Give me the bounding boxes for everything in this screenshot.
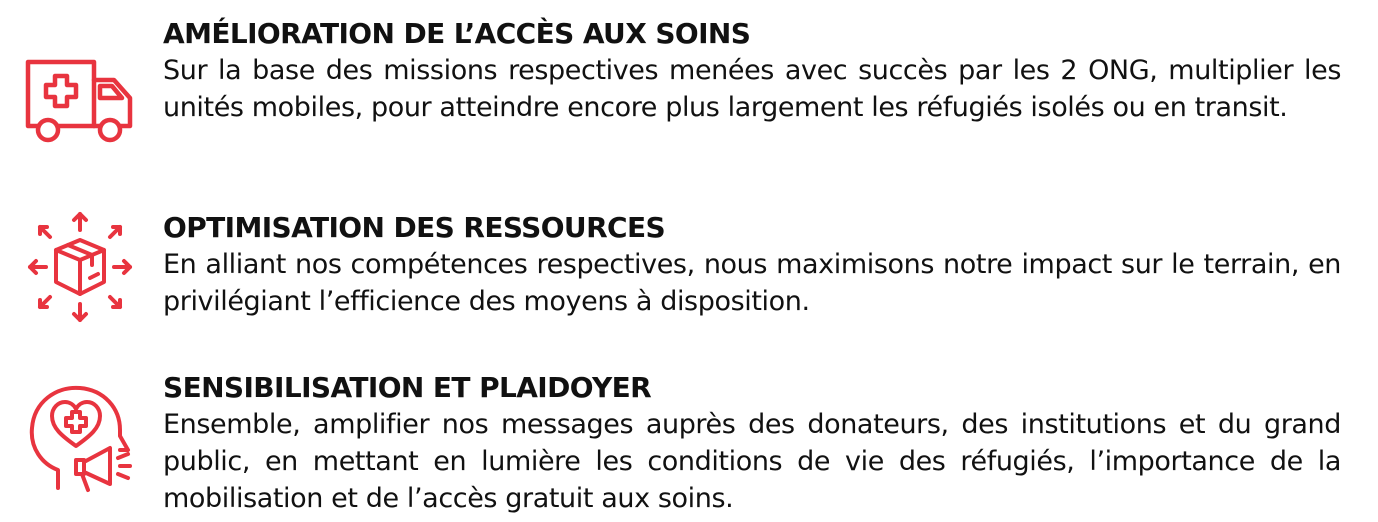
text-block <box>163 210 1341 320</box>
section-body: En alliant nos compétences respectives, nous maximisons notre impact sur le terrain, en privilégiant l’efficience des moyens à disposition. <box>163 249 1341 317</box>
text-block <box>163 16 1341 126</box>
section-heading: OPTIMISATION DES RESSOURCES <box>163 211 666 244</box>
section-body: Ensemble, amplifier nos messages auprès des donateurs, des institutions et du grand public, en mettant en lumière les conditions de vie des réfugiés, l’importance de la mobilisation et de l’accès gratuit aux soins. <box>163 409 1341 514</box>
section-body: Sur la base des missions respectives menées avec succès par les 2 ONG, multiplier les unités mobiles, pour atteindre encore plus largement les réfugiés isolés ou en transit. <box>163 55 1341 123</box>
box-arrows-icon <box>18 210 138 330</box>
section-heading: AMÉLIORATION DE L’ACCÈS AUX SOINS <box>163 17 751 50</box>
text-block <box>163 370 1341 517</box>
head-heart-megaphone-icon <box>18 378 138 498</box>
ambulance-icon <box>18 42 138 162</box>
section-heading: SENSIBILISATION ET PLAIDOYER <box>163 371 652 404</box>
